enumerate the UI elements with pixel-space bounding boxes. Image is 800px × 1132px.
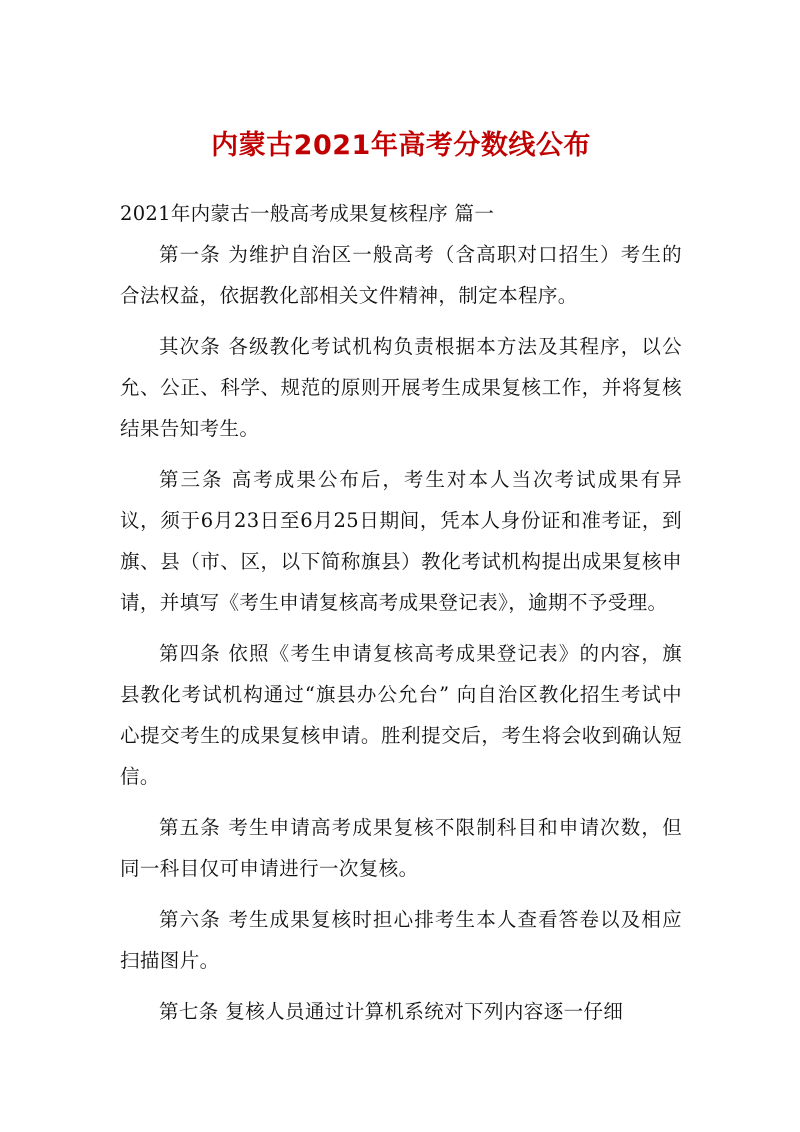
article-4: 第四条 依照《考生申请复核高考成果登记表》的内容，旗县教化考试机构通过“旗县办公允台” 向自治区教化招生考试中心提交考生的成果复核申请。胜利提交后，考生将会收到确认短信。: [120, 642, 682, 788]
document-title: 内蒙古2021年高考分数线公布: [211, 130, 591, 161]
article-7: 第七条 复核人员通过计算机系统对下列内容逐一仔细: [159, 1000, 624, 1023]
article-6: 第六条 考生成果复核时担心排考生本人查看答卷以及相应扫描图片。: [120, 908, 682, 972]
article-5: 第五条 考生申请高考成果复核不限制科目和申请次数，但同一科目仅可申请进行一次复核。: [120, 816, 682, 880]
section-heading: 2021年内蒙古一般高考成果复核程序 篇一: [120, 202, 495, 225]
article-1: 第一条 为维护自治区一般高考（含高职对口招生）考生的合法权益，依据教化部相关文件精神，制定本程序。: [120, 243, 682, 307]
article-3: 第三条 高考成果公布后，考生对本人当次考试成果有异议，须于6月23日至6月25日期间，凭本人身份证和准考证，到旗、县（市、区，以下简称旗县）教化考试机构提出成果复核申请，并填写《考生申请复核高考成果登记表》，逾期不予受理。: [120, 468, 682, 614]
article-2: 其次条 各级教化考试机构负责根据本方法及其程序，以公允、公正、科学、规范的原则开展考生成果复核工作，并将复核结果告知考生。: [120, 335, 682, 440]
